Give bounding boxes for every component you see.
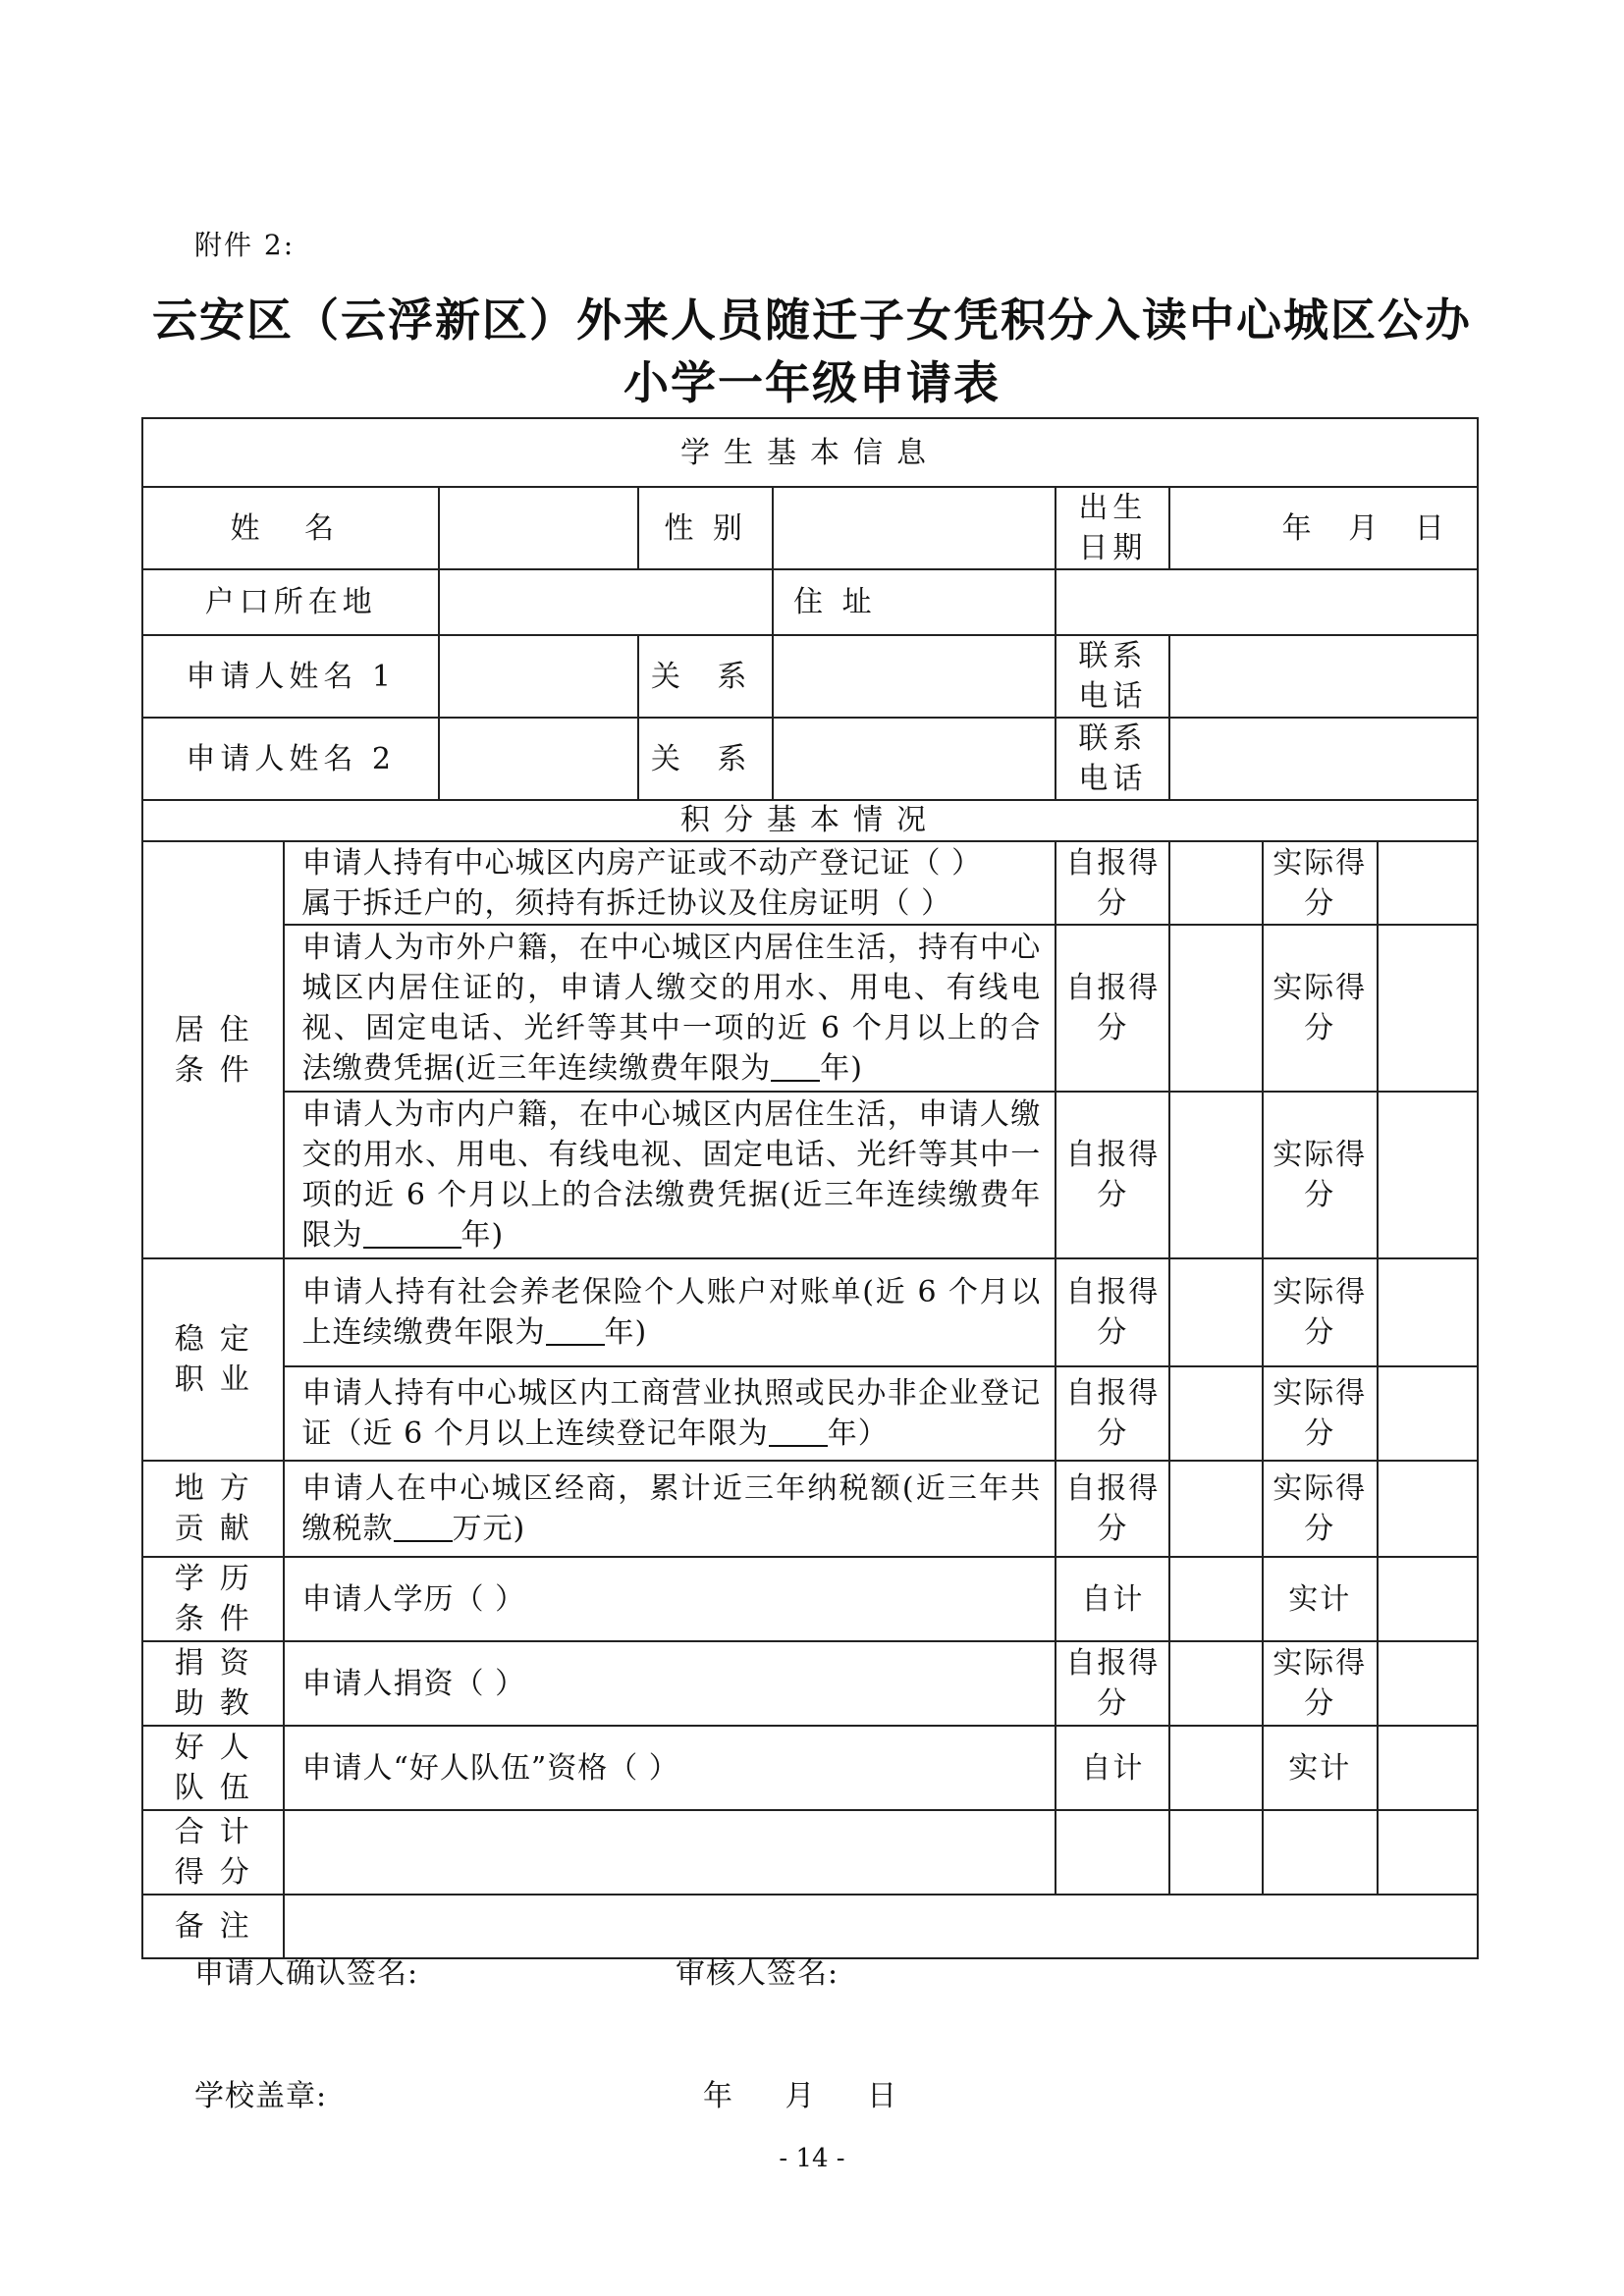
residence-item1-line1: 申请人持有中心城区内房产证或不动产登记证（ ） (301, 845, 983, 881)
residence-item3-text: 申请人为市内户籍，在中心城区内居住生活，申请人缴交的用水、用电、有线电视、固定电话、光纤等其中一项的近 6 个月以上的合法缴费凭据(近三年连续缴费年限为 (301, 1097, 1042, 1253)
applicant-signature-label: 申请人确认签名: (194, 1956, 419, 1991)
total-score-label: 合计得分 (142, 1810, 284, 1895)
self-score-field[interactable] (1169, 1092, 1262, 1258)
employment-item2-suffix: 年） (827, 1416, 889, 1451)
actual-score-field[interactable] (1378, 925, 1478, 1092)
applicant2-phone-field[interactable] (1169, 718, 1478, 800)
self-score-label: 自报得分 (1056, 1641, 1169, 1726)
seal-date: 年 月 日 (703, 2079, 919, 2113)
employment-item2 (284, 1366, 1056, 1461)
form-title-line1: 云安区（云浮新区）外来人员随迁子女凭积分入读中心城区公办 (152, 294, 1472, 347)
name-label: 姓 名 (142, 487, 439, 569)
self-count-label: 自计 (1056, 1726, 1169, 1810)
actual-count-label: 实计 (1263, 1726, 1378, 1810)
actual-score-label: 实际得分 (1263, 1092, 1378, 1258)
applicant1-relation-field[interactable] (773, 635, 1056, 718)
actual-score-field[interactable] (1378, 1366, 1478, 1461)
self-count-field[interactable] (1169, 1726, 1262, 1810)
gender-label: 性 别 (638, 487, 773, 569)
self-score-field[interactable] (1169, 925, 1262, 1092)
actual-score-label: 实际得分 (1263, 841, 1378, 925)
self-score-label: 自报得分 (1056, 841, 1169, 925)
employment-item1-suffix: 年) (604, 1315, 648, 1350)
address-label: 住 址 (773, 569, 1056, 635)
applicant2-name-field[interactable] (439, 718, 638, 800)
attachment-label: 附件 2: (194, 229, 296, 261)
amount-blank[interactable] (394, 1513, 453, 1542)
form-title-line2: 小学一年级申请表 (623, 356, 1001, 409)
applicant1-phone-label: 联系电话 (1056, 635, 1169, 718)
contribution-item-suffix: 万元) (452, 1512, 526, 1546)
residence-item1-line2: 属于拆迁户的，须持有拆迁协议及住房证明（ ） (301, 885, 952, 921)
self-score-label: 自报得分 (1056, 1366, 1169, 1461)
birth-date-label: 出生日期 (1056, 487, 1169, 569)
total-self-field[interactable] (1056, 1810, 1169, 1895)
self-score-field[interactable] (1169, 1258, 1262, 1366)
application-form-table (141, 417, 1479, 1959)
self-score-label: 自报得分 (1056, 1092, 1169, 1258)
employment-item1 (284, 1258, 1056, 1366)
actual-count-label: 实计 (1263, 1557, 1378, 1641)
points-info-header: 积分基本情况 (142, 800, 1478, 841)
actual-score-field[interactable] (1378, 841, 1478, 925)
actual-score-label: 实际得分 (1263, 1366, 1378, 1461)
actual-score-label: 实际得分 (1263, 1641, 1378, 1726)
good-people-item: 申请人“好人队伍”资格（ ） (284, 1726, 1056, 1810)
total-actual-field[interactable] (1263, 1810, 1378, 1895)
residence-item2-text: 申请人为市外户籍，在中心城区内居住生活，持有中心城区内居住证的，申请人缴交的用水、用电、有线电视、固定电话、光纤等其中一项的近 6 个月以上的合法缴费凭据(近三年连续缴费年限为 (301, 931, 1042, 1086)
years-blank[interactable] (546, 1316, 605, 1346)
actual-count-field[interactable] (1378, 1557, 1478, 1641)
actual-count-field[interactable] (1378, 1726, 1478, 1810)
residence-item2-suffix: 年) (820, 1051, 863, 1086)
employment-item2-text: 申请人持有中心城区内工商营业执照或民办非企业登记证（近 6 个月以上连续登记年限为 (301, 1376, 1042, 1451)
residence-item3 (284, 1092, 1056, 1258)
school-seal-label: 学校盖章: (194, 2079, 328, 2113)
applicant2-relation-field[interactable] (773, 718, 1056, 800)
address-field[interactable] (1056, 569, 1478, 635)
years-blank[interactable] (771, 1052, 820, 1082)
contribution-item-text: 申请人在中心城区经商，累计近三年纳税额(近三年共缴税款 (301, 1471, 1042, 1546)
hukou-field[interactable] (439, 569, 773, 635)
residence-item3-suffix: 年) (460, 1218, 505, 1253)
self-score-label: 自报得分 (1056, 1461, 1169, 1557)
applicant2-phone-label: 联系电话 (1056, 718, 1169, 800)
applicant1-relation-label: 关 系 (638, 635, 773, 718)
good-people-category: 好人队伍 (142, 1726, 284, 1810)
employment-category: 稳定职业 (142, 1258, 284, 1461)
total-self-field-2[interactable] (1169, 1810, 1262, 1895)
name-field[interactable] (439, 487, 638, 569)
actual-score-field[interactable] (1378, 1461, 1478, 1557)
donation-category: 捐资助教 (142, 1641, 284, 1726)
education-item: 申请人学历（ ） (284, 1557, 1056, 1641)
contribution-item (284, 1461, 1056, 1557)
actual-score-field[interactable] (1378, 1258, 1478, 1366)
birth-date-field[interactable]: 年 月 日 (1169, 487, 1478, 569)
applicant1-name-label: 申请人姓名 1 (142, 635, 439, 718)
page-number: - 14 - (779, 2144, 845, 2173)
years-blank[interactable] (769, 1417, 828, 1447)
contribution-category: 地方贡献 (142, 1461, 284, 1557)
actual-score-field[interactable] (1378, 1092, 1478, 1258)
actual-score-label: 实际得分 (1263, 925, 1378, 1092)
remark-label: 备注 (142, 1895, 284, 1958)
gender-field[interactable] (773, 487, 1056, 569)
education-category: 学历条件 (142, 1557, 284, 1641)
residence-item1 (284, 841, 1056, 925)
remark-field[interactable] (284, 1895, 1478, 1958)
self-score-label: 自报得分 (1056, 925, 1169, 1092)
self-count-label: 自计 (1056, 1557, 1169, 1641)
applicant2-relation-label: 关 系 (638, 718, 773, 800)
student-info-header: 学生基本信息 (142, 418, 1478, 487)
applicant2-name-label: 申请人姓名 2 (142, 718, 439, 800)
applicant1-name-field[interactable] (439, 635, 638, 718)
years-blank[interactable] (363, 1219, 461, 1249)
residence-item2 (284, 925, 1056, 1092)
reviewer-signature-label: 审核人签名: (676, 1956, 839, 1991)
actual-score-label: 实际得分 (1263, 1258, 1378, 1366)
self-score-field[interactable] (1169, 1461, 1262, 1557)
actual-score-field[interactable] (1378, 1641, 1478, 1726)
self-score-field[interactable] (1169, 1366, 1262, 1461)
self-score-field[interactable] (1169, 841, 1262, 925)
residence-category: 居住条件 (142, 841, 284, 1258)
actual-score-label: 实际得分 (1263, 1461, 1378, 1557)
self-score-field[interactable] (1169, 1641, 1262, 1726)
hukou-label: 户口所在地 (142, 569, 439, 635)
total-actual-field-2[interactable] (1378, 1810, 1478, 1895)
self-count-field[interactable] (1169, 1557, 1262, 1641)
employment-item1-text: 申请人持有社会养老保险个人账户对账单(近 6 个月以上连续缴费年限为 (301, 1275, 1042, 1350)
donation-item: 申请人捐资（ ） (284, 1641, 1056, 1726)
applicant1-phone-field[interactable] (1169, 635, 1478, 718)
total-score-field[interactable] (284, 1810, 1056, 1895)
self-score-label: 自报得分 (1056, 1258, 1169, 1366)
